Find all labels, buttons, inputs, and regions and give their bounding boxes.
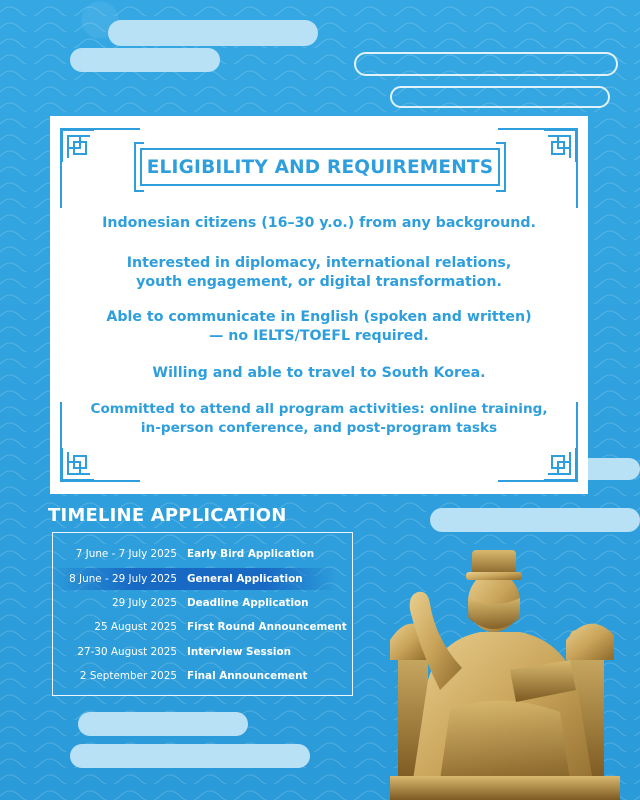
timeline-date: 8 June - 29 July 2025 [69,573,177,585]
requirement-item [70,214,568,233]
cloud-bottom-left-2 [70,744,310,768]
eligibility-title-box [140,148,500,186]
timeline-event: First Round Announcement [187,621,347,633]
cloud-top-right-2 [390,86,610,108]
cloud-bottom-left [78,712,248,736]
timeline-date: 2 September 2025 [79,670,177,682]
timeline-row [53,665,352,687]
cloud-top-left [108,20,318,46]
timeline-row [53,592,352,614]
timeline-table [52,532,353,696]
requirement-item [70,400,568,438]
statue-image [370,540,640,800]
corner-ornament-top-left [60,128,96,164]
corner-ornament-top-right [542,128,578,164]
requirement-line: Willing and able to travel to South Korea. [152,365,486,381]
requirement-line: Able to communicate in English (spoken and written) [106,309,532,325]
timeline-event: Early Bird Application [187,548,315,560]
timeline-row [53,641,352,663]
timeline-event: Final Announcement [187,670,308,682]
requirement-line: Committed to attend all program activities: online training, [90,401,548,417]
timeline-row-highlighted [47,568,337,590]
timeline-date: 7 June - 7 July 2025 [75,548,177,560]
timeline-heading: TIMELINE APPLICATION [48,505,287,526]
requirement-line: youth engagement, or digital transformation. [136,274,502,290]
eligibility-title: ELIGIBILITY AND REQUIREMENTS [146,156,494,178]
timeline-event: Deadline Application [187,597,309,609]
timeline-date: 25 August 2025 [94,621,177,633]
eligibility-card [50,116,588,494]
requirement-item [70,308,568,346]
timeline-date: 29 July 2025 [112,597,177,609]
timeline-event: Interview Session [187,646,291,658]
cloud-top-right [354,52,618,76]
timeline-row [53,616,352,638]
requirement-line: — no IELTS/TOEFL required. [209,328,429,344]
requirement-item [70,364,568,383]
timeline-date: 27-30 August 2025 [77,646,177,658]
requirement-line: in-person conference, and post-program tasks [140,420,498,436]
timeline-row [53,543,352,565]
requirement-line: Indonesian citizens (16–30 y.o.) from any background. [102,215,536,231]
requirement-item [70,254,568,292]
timeline-event: General Application [187,573,303,585]
requirement-line: Interested in diplomacy, international relations, [126,255,512,271]
cloud-right-2 [430,508,640,532]
corner-ornament-bottom-left [60,446,96,482]
corner-ornament-bottom-right [542,446,578,482]
cloud-top-left-2 [70,48,220,72]
